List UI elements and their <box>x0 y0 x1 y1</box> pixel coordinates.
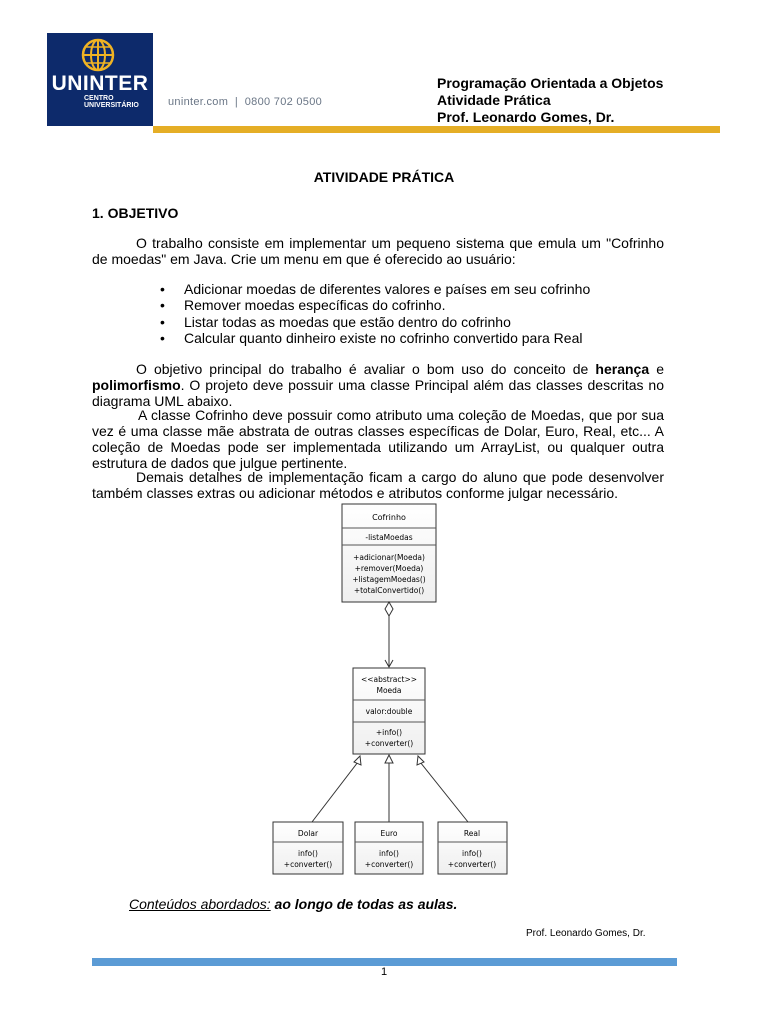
list-item: • Adicionar moedas de diferentes valores e países em seu cofrinho <box>160 281 591 297</box>
class-stereotype: <<abstract>> <box>360 675 418 684</box>
document-title: ATIVIDADE PRÁTICA <box>313 169 455 185</box>
header-course-title: Programação Orientada a Objetos <box>437 75 664 91</box>
class-method: +converter() <box>364 860 414 869</box>
class-name: Cofrinho <box>372 513 406 522</box>
class-method: +info() <box>375 728 403 737</box>
class-name: Real <box>463 829 481 838</box>
intro-text: O trabalho consiste em implementar um pequeno sistema que emula um "Cofrinho de moedas" em Java. Crie um menu em que é oferecido ao usuário: <box>92 235 664 267</box>
class-name: Dolar <box>297 829 319 838</box>
keyword-heranca: herança <box>595 361 650 377</box>
logo-subtitle-2: UNIVERSITÁRIO <box>84 102 139 109</box>
header-activity-title: Atividade Prática <box>437 92 551 108</box>
list-item-text: Listar todas as moedas que estão dentro do cofrinho <box>184 313 511 330</box>
aggregation-connector <box>385 602 393 667</box>
class-attribute: -listaMoedas <box>365 533 413 542</box>
class-method: +listagemMoedas() <box>352 575 426 584</box>
list-item: • Remover moedas específicas do cofrinho. <box>160 297 446 314</box>
contents-label: Conteúdos abordados: <box>129 896 271 912</box>
feature-list <box>160 281 590 347</box>
keyword-polimorfismo: polimorfismo <box>92 377 181 393</box>
inheritance-connectors <box>312 755 468 822</box>
uml-class-cofrinho <box>342 504 436 602</box>
list-item: • Calcular quanto dinheiro existe no cofrinho convertido para Real <box>160 330 583 347</box>
objective-paragraph <box>92 361 664 409</box>
uml-class-euro <box>355 822 423 874</box>
intro-paragraph <box>92 235 664 267</box>
class-method: info() <box>379 849 399 858</box>
list-item: • Listar todas as moedas que estão dentro do cofrinho <box>160 313 511 330</box>
details-paragraph <box>92 469 664 501</box>
uml-class-dolar <box>273 822 343 874</box>
objective-text: e <box>649 361 664 377</box>
class-name: Euro <box>380 829 398 838</box>
uml-diagram <box>260 500 520 880</box>
class-method: +converter() <box>447 860 497 869</box>
uml-class-real <box>438 822 507 874</box>
objective-text: . O projeto deve possuir uma classe Principal além das classes descritas no diagrama UML abaixo. <box>92 377 664 409</box>
list-item-text: Adicionar moedas de diferentes valores e países em seu cofrinho <box>184 281 591 297</box>
class-method: +converter() <box>364 739 414 748</box>
globe-icon <box>81 38 115 72</box>
page-number: 1 <box>380 966 388 978</box>
class-method: +totalConvertido() <box>353 586 425 595</box>
uninter-logo <box>47 33 153 126</box>
class-method: info() <box>298 849 318 858</box>
class-method: +remover(Moeda) <box>354 564 424 573</box>
contact-info: uninter.com | 0800 702 0500 <box>168 96 323 108</box>
list-item-text: Remover moedas específicas do cofrinho. <box>184 297 446 314</box>
objective-text: O objetivo principal do trabalho é avaliar o bom uso do conceito de <box>136 361 596 377</box>
contents-value: ao longo de todas as aulas. <box>270 896 458 912</box>
cofrinho-paragraph <box>92 407 664 471</box>
logo-subtitle-1: CENTRO <box>84 95 114 102</box>
class-method: +converter() <box>283 860 333 869</box>
logo-text: UNINTER <box>51 72 149 95</box>
uml-class-moeda <box>353 668 425 754</box>
class-method: +adicionar(Moeda) <box>353 553 425 562</box>
class-attribute: valor:double <box>365 707 413 716</box>
list-item-text: Calcular quanto dinheiro existe no cofrinho convertido para Real <box>184 330 583 347</box>
signature: Prof. Leonardo Gomes, Dr. <box>526 928 646 939</box>
details-text: Demais detalhes de implementação ficam a cargo do aluno que pode desenvolver também classes extras ou adicionar métodos e atributos conforme julgar necessário. <box>92 469 664 501</box>
cofrinho-text: A classe Cofrinho deve possuir como atributo uma coleção de Moedas, que por sua vez é uma classe mãe abstrata de outras classes específicas de Dolar, Euro, Real, etc... A coleção de Moedas pode ser implementada utilizando um ArrayList, ou qualquer outra estrutura de dados que julgue pertinente. <box>92 407 664 471</box>
header-divider <box>153 126 720 133</box>
contents-covered <box>129 896 457 912</box>
class-name: Moeda <box>376 686 402 695</box>
header-professor: Prof. Leonardo Gomes, Dr. <box>437 109 615 125</box>
footer-divider <box>92 958 677 966</box>
class-method: info() <box>462 849 482 858</box>
section-heading: 1. OBJETIVO <box>92 205 179 221</box>
